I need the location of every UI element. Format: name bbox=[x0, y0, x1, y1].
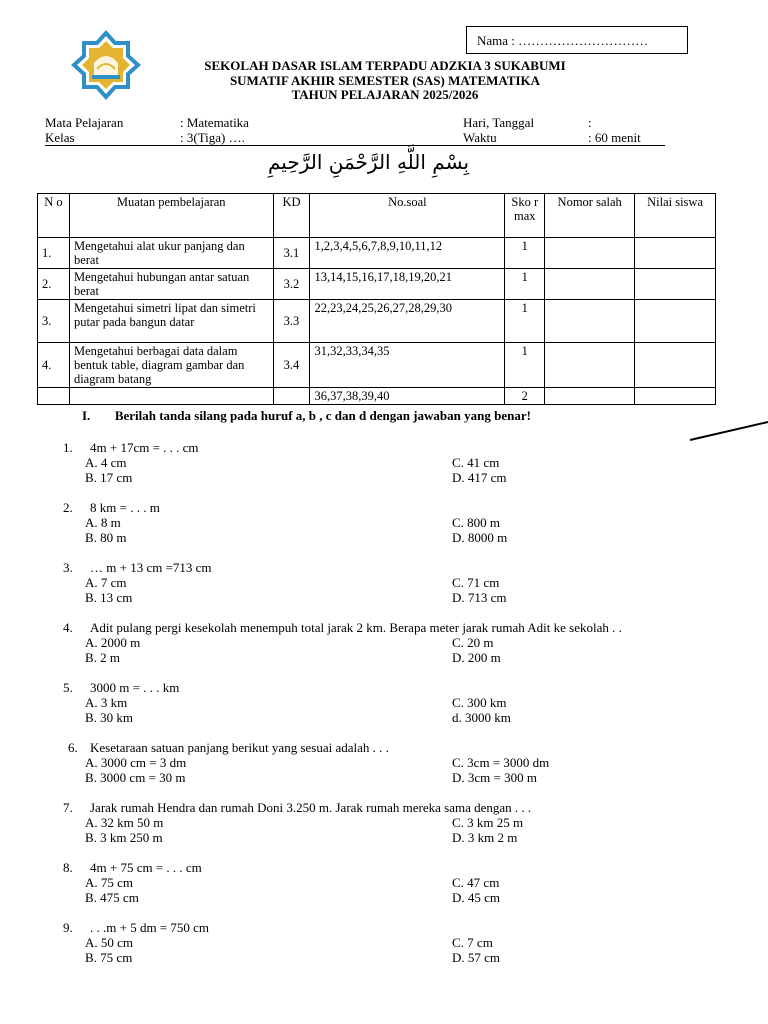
subject-label: Mata Pelajaran bbox=[45, 115, 124, 130]
question-text: Kesetaraan satuan panjang berikut yang sesuai adalah . . . bbox=[90, 740, 389, 755]
option-c[interactable]: C. 3 km 25 m bbox=[452, 815, 524, 830]
question-text: . . .m + 5 dm = 750 cm bbox=[90, 920, 210, 935]
option-c[interactable]: C. 41 cm bbox=[452, 455, 500, 470]
question-text: 4m + 17cm = . . . cm bbox=[90, 440, 199, 455]
option-d[interactable]: D. 200 m bbox=[452, 650, 501, 665]
option-a[interactable]: A. 2000 m bbox=[85, 635, 141, 650]
row-muatan: Mengetahui berbagai data dalam bentuk table, diagram gambar dan diagram batang bbox=[69, 343, 273, 388]
question-number: 2. bbox=[63, 500, 73, 515]
option-a[interactable]: A. 32 km 50 m bbox=[85, 815, 164, 830]
question-text: 8 km = . . . m bbox=[90, 500, 160, 515]
option-d[interactable]: d. 3000 km bbox=[452, 710, 511, 725]
question-text: Jarak rumah Hendra dan rumah Doni 3.250 m. Jarak rumah mereka sama dengan . . . bbox=[90, 800, 532, 815]
option-c[interactable]: C. 47 cm bbox=[452, 875, 500, 890]
row-nosoal: 1,2,3,4,5,6,7,8,9,10,11,12 bbox=[310, 238, 505, 269]
option-b[interactable]: B. 3 km 250 m bbox=[85, 830, 163, 845]
row-nilai[interactable] bbox=[635, 343, 716, 388]
option-a[interactable]: A. 75 cm bbox=[85, 875, 134, 890]
row-skor: 1 bbox=[505, 269, 545, 300]
option-b[interactable]: B. 30 km bbox=[85, 710, 134, 725]
option-b[interactable]: B. 13 cm bbox=[85, 590, 133, 605]
option-a[interactable]: A. 50 cm bbox=[85, 935, 134, 950]
header-skor: Sko r max bbox=[505, 194, 545, 238]
subject-value: : Matematika bbox=[180, 115, 249, 130]
question-number: 6. bbox=[68, 740, 78, 755]
row-muatan: Mengetahui alat ukur panjang dan berat bbox=[69, 238, 273, 269]
row-muatan: Mengetahui simetri lipat dan simetri putar pada bangun datar bbox=[69, 300, 273, 343]
row-nomor-salah[interactable] bbox=[545, 300, 635, 343]
class-label: Kelas bbox=[45, 130, 75, 145]
row-no: 3. bbox=[38, 300, 70, 343]
row-nilai[interactable] bbox=[635, 388, 716, 405]
row-no: 4. bbox=[38, 343, 70, 388]
option-a[interactable]: A. 4 cm bbox=[85, 455, 127, 470]
option-b[interactable]: B. 75 cm bbox=[85, 950, 133, 965]
question-number: 1. bbox=[63, 440, 73, 455]
header-kd: KD bbox=[273, 194, 310, 238]
question-number: 7. bbox=[63, 800, 73, 815]
question-text: Adit pulang pergi kesekolah menempuh total jarak 2 km. Berapa meter jarak rumah Adit ke sekolah . . bbox=[90, 620, 622, 635]
option-d[interactable]: D. 57 cm bbox=[452, 950, 501, 965]
blueprint-table bbox=[37, 193, 716, 405]
row-nomor-salah[interactable] bbox=[545, 269, 635, 300]
option-d[interactable]: D. 3 km 2 m bbox=[452, 830, 518, 845]
row-skor: 1 bbox=[505, 300, 545, 343]
row-kd bbox=[273, 388, 310, 405]
exam-title: SUMATIF AKHIR SEMESTER (SAS) MATEMATIKA bbox=[229, 73, 541, 88]
option-c[interactable]: C. 7 cm bbox=[452, 935, 493, 950]
date-label: Hari, Tanggal bbox=[463, 115, 535, 130]
row-skor: 2 bbox=[505, 388, 545, 405]
row-skor: 1 bbox=[505, 343, 545, 388]
option-c[interactable]: C. 71 cm bbox=[452, 575, 500, 590]
option-a[interactable]: A. 3000 cm = 3 dm bbox=[85, 755, 187, 770]
option-d[interactable]: D. 45 cm bbox=[452, 890, 501, 905]
option-c[interactable]: C. 20 m bbox=[452, 635, 494, 650]
row-nomor-salah[interactable] bbox=[545, 238, 635, 269]
pen-stroke bbox=[688, 418, 768, 444]
class-value: : 3(Tiga) …. bbox=[180, 130, 245, 145]
academic-year: TAHUN PELAJARAN 2025/2026 bbox=[291, 87, 479, 102]
header-nomor-salah: Nomor salah bbox=[545, 194, 635, 238]
row-nomor-salah[interactable] bbox=[545, 343, 635, 388]
header-nosoal: No.soal bbox=[310, 194, 505, 238]
section-number: I. bbox=[82, 408, 91, 423]
row-kd: 3.2 bbox=[273, 269, 310, 300]
question-text: 3000 m = . . . km bbox=[90, 680, 180, 695]
option-d[interactable]: D. 713 cm bbox=[452, 590, 507, 605]
question-number: 4. bbox=[63, 620, 73, 635]
row-no: 1. bbox=[38, 238, 70, 269]
header-no: N o bbox=[38, 194, 70, 238]
option-d[interactable]: D. 8000 m bbox=[452, 530, 508, 545]
header-muatan: Muatan pembelajaran bbox=[69, 194, 273, 238]
option-a[interactable]: A. 7 cm bbox=[85, 575, 127, 590]
time-label: Waktu bbox=[463, 130, 497, 145]
school-logo bbox=[62, 30, 150, 100]
option-c[interactable]: C. 3cm = 3000 dm bbox=[452, 755, 550, 770]
question-number: 9. bbox=[63, 920, 73, 935]
table-row bbox=[38, 300, 716, 343]
row-kd: 3.1 bbox=[273, 238, 310, 269]
table-row bbox=[38, 269, 716, 300]
row-nilai[interactable] bbox=[635, 238, 716, 269]
row-no bbox=[38, 388, 70, 405]
row-muatan bbox=[69, 388, 273, 405]
option-d[interactable]: D. 3cm = 300 m bbox=[452, 770, 537, 785]
row-skor: 1 bbox=[505, 238, 545, 269]
row-kd: 3.3 bbox=[273, 300, 310, 343]
row-nilai[interactable] bbox=[635, 269, 716, 300]
option-b[interactable]: B. 3000 cm = 30 m bbox=[85, 770, 186, 785]
time-value: : 60 menit bbox=[588, 130, 641, 145]
row-muatan: Mengetahui hubungan antar satuan berat bbox=[69, 269, 273, 300]
section-heading bbox=[82, 408, 531, 424]
row-nosoal: 13,14,15,16,17,18,19,20,21 bbox=[310, 269, 505, 300]
option-b[interactable]: B. 80 m bbox=[85, 530, 127, 545]
header-nilai: Nilai siswa bbox=[635, 194, 716, 238]
table-header-row bbox=[38, 194, 716, 238]
bismillah: بِسْمِ اللَّهِ الرَّحْمَنِ الرَّحِيمِ bbox=[268, 150, 470, 174]
option-c[interactable]: C. 300 km bbox=[452, 695, 507, 710]
row-nilai[interactable] bbox=[635, 300, 716, 343]
table-row bbox=[38, 388, 716, 405]
row-kd: 3.4 bbox=[273, 343, 310, 388]
school-title: SEKOLAH DASAR ISLAM TERPADU ADZKIA 3 SUKABUMI bbox=[204, 58, 566, 73]
question-text: … m + 13 cm =713 cm bbox=[90, 560, 212, 575]
info-underline bbox=[45, 145, 665, 146]
question-number: 8. bbox=[63, 860, 73, 875]
date-value: : bbox=[588, 115, 592, 130]
section-instruction: Berilah tanda silang pada huruf a, b , c dan d dengan jawaban yang benar! bbox=[114, 408, 531, 423]
question-text: 4m + 75 cm = . . . cm bbox=[90, 860, 202, 875]
option-b[interactable]: B. 475 cm bbox=[85, 890, 139, 905]
name-field-label: Nama : ………………………… bbox=[477, 33, 649, 48]
option-a[interactable]: A. 8 m bbox=[85, 515, 121, 530]
question-number: 3. bbox=[63, 560, 73, 575]
option-b[interactable]: B. 17 cm bbox=[85, 470, 133, 485]
option-a[interactable]: A. 3 km bbox=[85, 695, 128, 710]
option-b[interactable]: B. 2 m bbox=[85, 650, 121, 665]
option-c[interactable]: C. 800 m bbox=[452, 515, 501, 530]
row-nosoal: 36,37,38,39,40 bbox=[310, 388, 505, 405]
row-nomor-salah[interactable] bbox=[545, 388, 635, 405]
name-box[interactable] bbox=[466, 26, 688, 54]
row-nosoal: 22,23,24,25,26,27,28,29,30 bbox=[310, 300, 505, 343]
option-d[interactable]: D. 417 cm bbox=[452, 470, 507, 485]
row-no: 2. bbox=[38, 269, 70, 300]
table-row bbox=[38, 343, 716, 388]
question-number: 5. bbox=[63, 680, 73, 695]
row-nosoal: 31,32,33,34,35 bbox=[310, 343, 505, 388]
table-row bbox=[38, 238, 716, 269]
